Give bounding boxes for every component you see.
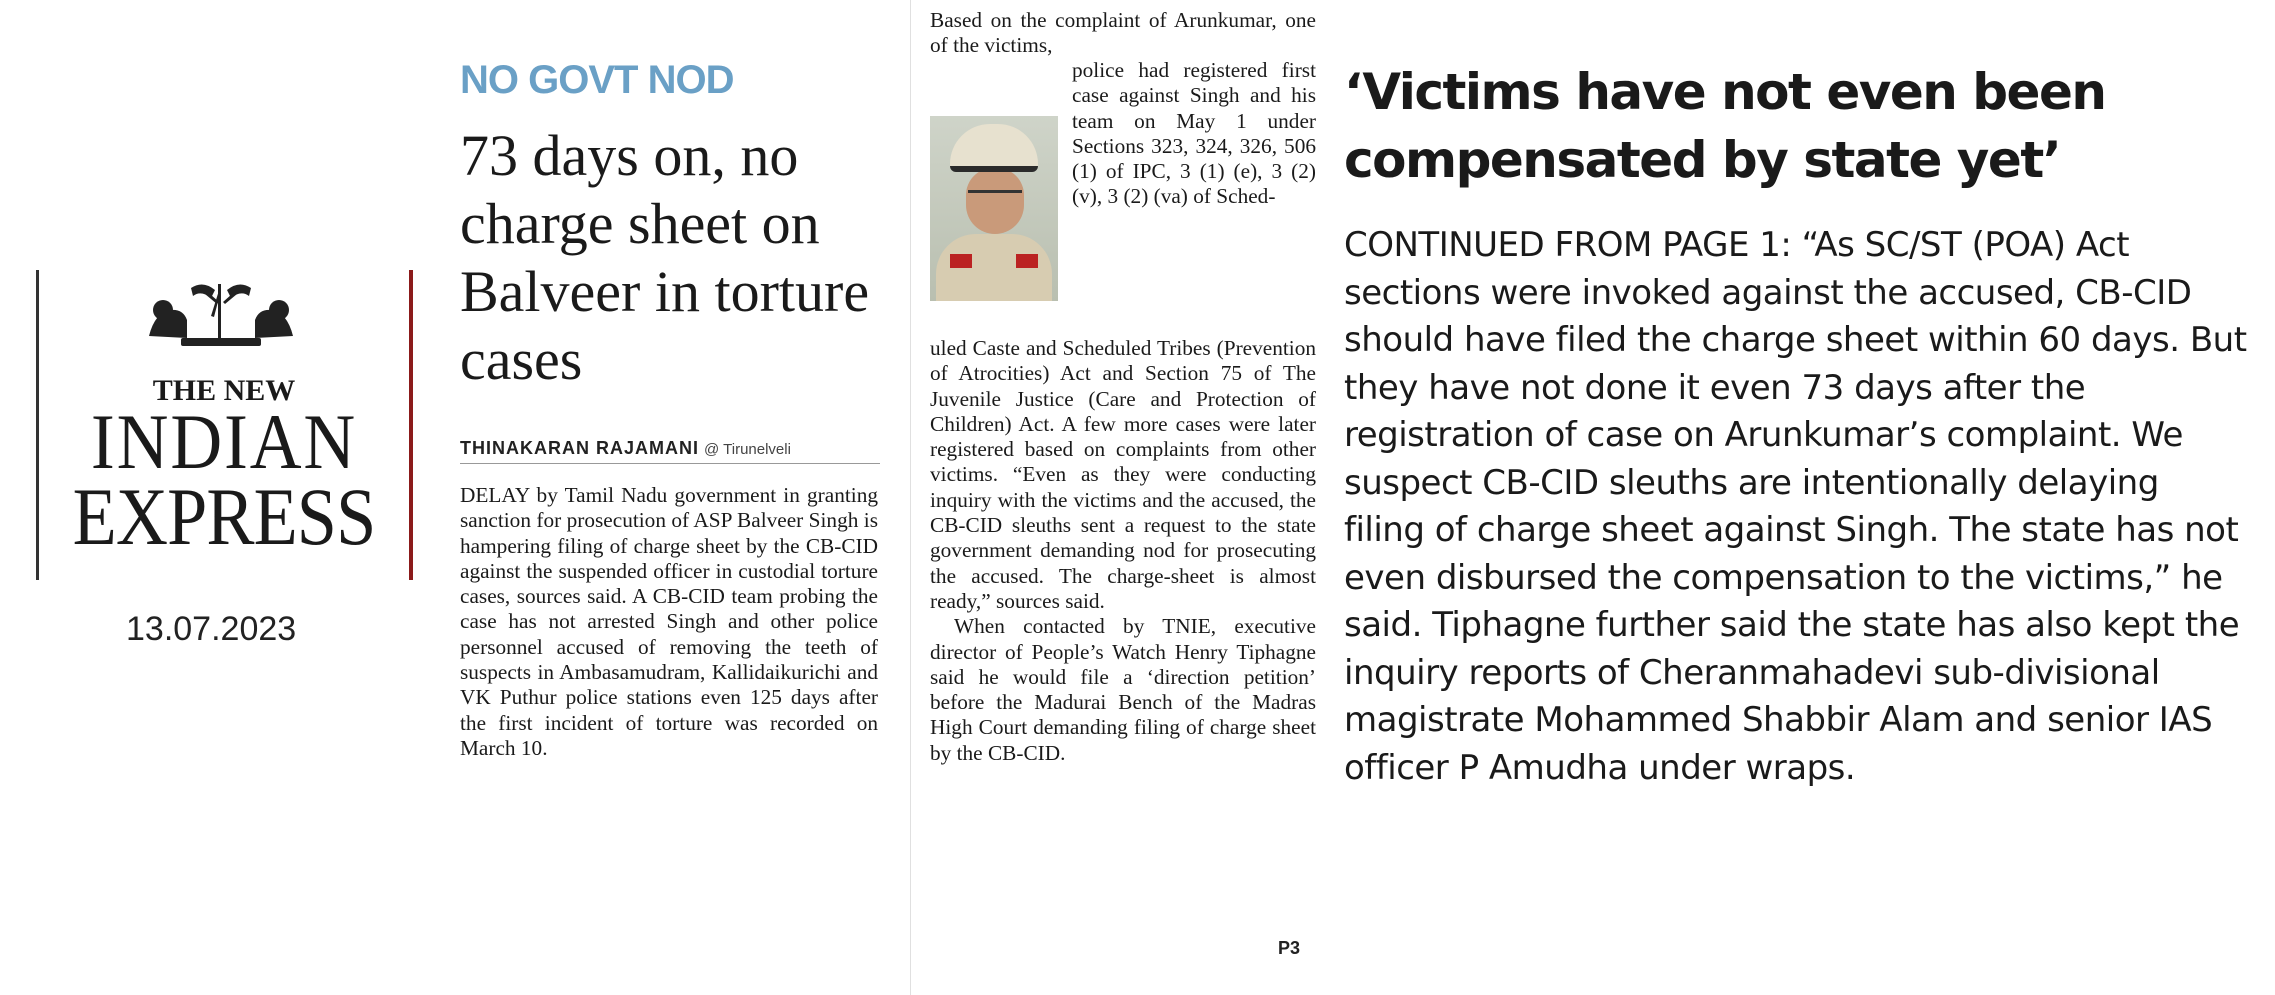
masthead-indian: INDIAN [90,398,358,485]
masthead-left-rule [36,270,39,580]
column-divider [910,0,911,995]
crossed-flags-lions-emblem-icon [141,276,301,356]
publication-date: 13.07.2023 [126,610,297,648]
article-headline: 73 days on, no charge sheet on Balveer in torture cases [460,123,870,392]
article-column-1: DELAY by Tamil Nadu government in granting sanction for prosecution of ASP Balveer Singh is hampering filing of charge sheet by the CB-CID against the suspended officer in custodial torture cases, sources said. A CB-CID team probing the case has not arrested Singh and other police personnel accused of removing the teeth of suspects in Ambasamudram, Kallidaikurichi and VK Puthur police stations even 125 days after the first incident of torture was recorded on March 10. [460,483,878,760]
continuation-body: CONTINUED FROM PAGE 1: “As SC/ST (POA) Act sections were invoked against the accused, CB-CID should have filed the charge sheet within 60 days. But they have not done it even 73 days after the registration of case on Arunkumar’s complaint. We suspect CB-CID sleuths are intentionally delaying filing of charge sheet against Singh. The state has not even disbursed the compensation to the victims,” he said. Tiphagne further said the state has also kept the inquiry reports of Cheranmahadevi sub-divisional magistrate Mohammed Shabbir Alam and senior IAS officer P Amudha under wraps. [1344,225,2247,788]
byline-name: THINAKARAN RAJAMANI [460,438,699,458]
masthead-express: EXPRESS [72,471,376,562]
article-column-2-beside-photo: police had registered first case against Singh and his team on May 1 under Sections 323, 324, 326, 506 (1) of IPC, 3 (1) (e), 3 (2) (v), 3 (2) (va) of Sched- [1072,58,1316,209]
byline-location: @ Tirunelveli [704,441,791,458]
newspaper-masthead [36,270,412,580]
continuation-headline: ‘Victims have not even been compensated by state yet’ [1344,63,2106,189]
article-column-2-body [930,336,1316,766]
article-column-2-top: Based on the complaint of Arunkumar, one of the victims, [930,8,1316,58]
police-officer-photo-icon [930,116,1058,301]
article-column-2-rest: uled Caste and Scheduled Tribes (Prevention of Atrocities) Act and Section 75 of The Juvenile Justice (Care and Protection of Children) Act. A few more cases were later registered based on complaints from other victims. “Even as they were conducting inquiry with the victims and the accused, the CB-CID sleuths sent a request to the state government demanding nod for prosecuting the accused. The charge-sheet is almost ready,” sources said. [930,336,1316,613]
article-byline [460,438,880,464]
masthead-the-new: THE NEW [152,374,296,407]
article-kicker: NO GOVT NOD [460,58,734,102]
article-column-2-para2: When contacted by TNIE, executive director of People’s Watch Henry Tiphagne said he would file a ‘direction petition’ before the Madurai Bench of the Madras High Court demanding filing of charge sheet by the CB-CID. [930,614,1316,765]
masthead-right-rule [409,270,413,580]
page-reference: P3 [1278,938,1301,958]
